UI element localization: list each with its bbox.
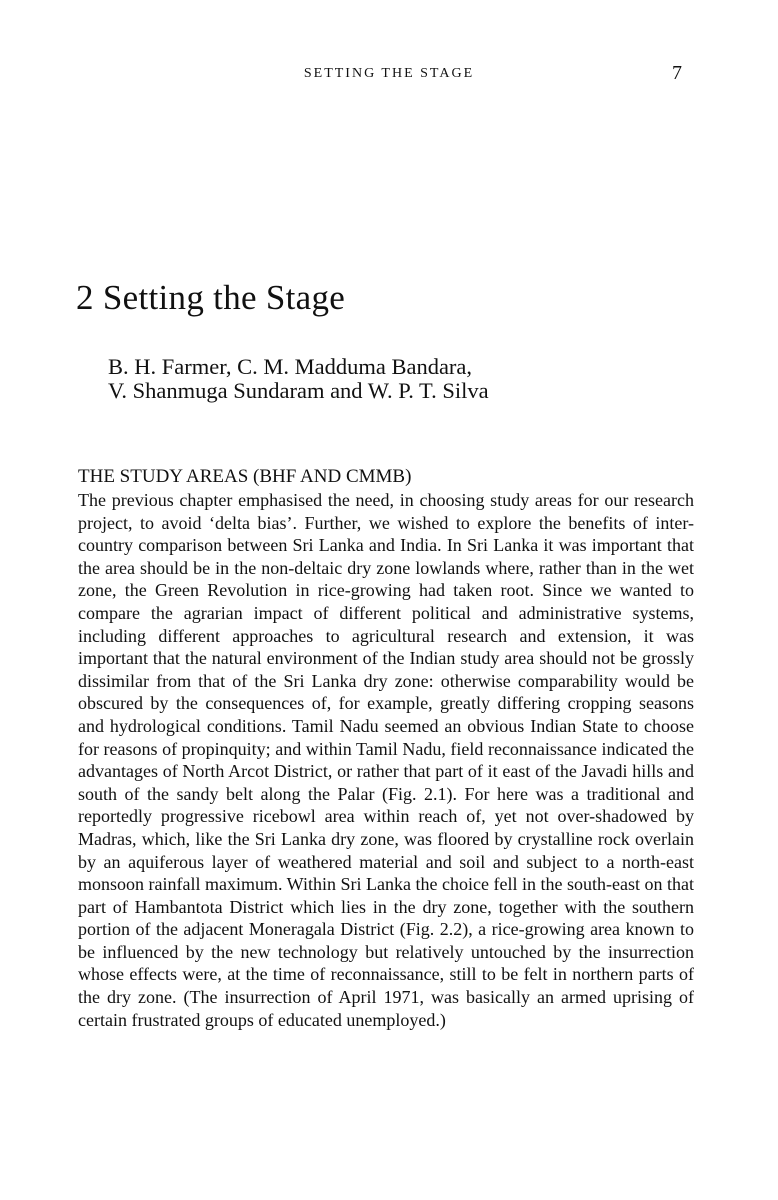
author-line: V. Shanmuga Sundaram and W. P. T. Silva xyxy=(108,378,489,403)
author-line: B. H. Farmer, C. M. Madduma Bandara, xyxy=(108,354,473,379)
section-heading: THE STUDY AREAS (BHF AND CMMB) xyxy=(78,466,412,487)
body-paragraph: The previous chapter emphasised the need, in choosing study areas for our research project, to avoid ‘delta bias’. Further, we wished to explore the benefits of inter-country comparison between Sri Lanka and India. In Sri Lanka it was important that the area should be in the non-deltaic dry zone lowlands where, rather than in the wet zone, the Green Revolution in rice-growing had taken root. Since we wanted to compare the agrarian impact of different political and administrative systems, including different approaches to agricultural research and extension, it was important that the natural environment of the Indian study area should not be grossly dissimilar from that of the Sri Lanka dry zone: otherwise comparability would be obscured by the consequences of, for example, greatly differing cropping seasons and hydrological conditions. Tamil Nadu seemed an obvious Indian State to choose for reasons of propinquity; and within Tamil Nadu, field reconnaissance indicated the advantages of North Arcot District, or rather that part of it east of the Javadi hills and south of the sandy belt along the Palar (Fig. 2.1). For here was a traditional and reportedly progressive ricebowl area within reach of, yet not over-shadowed by Madras, which, like the Sri Lanka dry zone, was floored by crystalline rock overlain by an aquiferous layer of weathered material and soil and subject to a north-east monsoon rainfall maximum. Within Sri Lanka the choice fell in the south-east on that part of Hambantota District which lies in the dry zone, together with the southern portion of the adjacent Moneragala District (Fig. 2.2), a rice-growing area known to be influenced by the new technology but relatively untouched by the insurrection whose effects were, at the time of reconnaissance, still to be felt in northern parts of the dry zone. (The insurrection of April 1971, was basically an armed uprising of certain frustrated groups of educated unemployed.) xyxy=(78,490,694,1030)
running-head: SETTING THE STAGE xyxy=(303,66,475,81)
chapter-authors xyxy=(108,355,489,403)
page-number: 7 xyxy=(672,62,682,84)
chapter-title: 2 Setting the Stage xyxy=(76,278,346,317)
